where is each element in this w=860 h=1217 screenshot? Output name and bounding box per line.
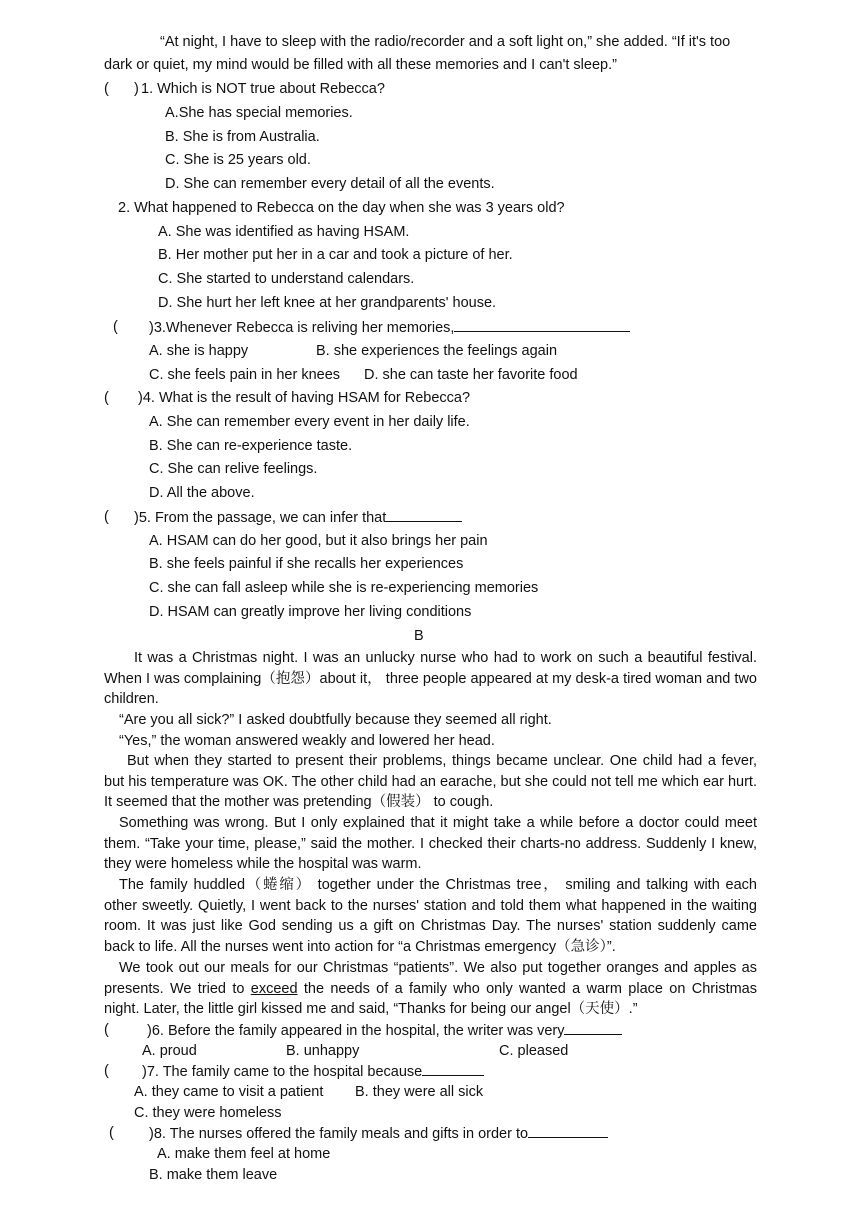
q8-paren-open: ( bbox=[109, 1125, 114, 1141]
q4-option-c: C. She can relive feelings. bbox=[149, 461, 318, 477]
q3-stem-line bbox=[149, 317, 630, 338]
q5-option-c: C. she can fall asleep while she is re-experiencing memories bbox=[149, 580, 539, 596]
q5-option-d: D. HSAM can greatly improve her living conditions bbox=[149, 604, 472, 620]
q7-answer-blank[interactable] bbox=[422, 1061, 484, 1076]
q5-stem-line bbox=[134, 507, 462, 528]
q4-stem: )4. What is the result of having HSAM for Rebecca? bbox=[138, 390, 471, 406]
passage-b-paragraph-6: The family huddled（蜷缩） together under the Christmas tree， smiling and talking with each other sweetly. Quietly, I went back to the nurses' station and told them what happened in the waiting room. It was just like God sending us a gift on Christmas Day. The nurses' station suddenly came back to life. All the nurses went into action for “a Christmas emergency（急诊）”. bbox=[104, 877, 757, 956]
q6-option-b: B. unhappy bbox=[286, 1043, 360, 1059]
passage-b-paragraph-2: “Are you all sick?” I asked doubtfully because they seemed all right. bbox=[119, 712, 552, 728]
passage-b-paragraph-5: Something was wrong. But I only explained that it might take a while before a doctor could meet them. “Take your time, please,” said the mother. I checked their charts-no address. Suddenly I knew, they were homeless while the hospital was warm. bbox=[104, 815, 757, 873]
q7-option-b: B. they were all sick bbox=[355, 1084, 484, 1100]
q5-option-b: B. she feels painful if she recalls her experiences bbox=[149, 556, 464, 572]
q7-stem-line bbox=[142, 1061, 484, 1082]
q6-paren-open: ( bbox=[104, 1022, 109, 1038]
q8-stem: )8. The nurses offered the family meals and gifts in order to bbox=[149, 1126, 529, 1142]
q3-stem: )3.Whenever Rebecca is reliving her memories, bbox=[149, 320, 455, 336]
q3-paren-open: ( bbox=[113, 319, 118, 335]
q3-answer-blank[interactable] bbox=[454, 317, 630, 332]
q3-option-b: B. she experiences the feelings again bbox=[316, 343, 558, 359]
q3-option-a: A. she is happy bbox=[149, 343, 249, 359]
q1-paren-close: ) bbox=[134, 81, 139, 97]
q2-option-b: B. Her mother put her in a car and took a picture of her. bbox=[158, 247, 513, 263]
passage-b-paragraph-3: “Yes,” the woman answered weakly and lowered her head. bbox=[119, 733, 495, 749]
q1-option-c: C. She is 25 years old. bbox=[165, 152, 311, 168]
q1-option-b: B. She is from Australia. bbox=[165, 129, 320, 145]
q8-stem-line bbox=[149, 1123, 608, 1144]
q5-answer-blank[interactable] bbox=[386, 507, 462, 522]
paragraph-7-text-before: We took out our meals for our Christmas “patients”. We also put together oranges and apples as presents. We tried to bbox=[104, 960, 757, 997]
q4-option-a: A. She can remember every event in her daily life. bbox=[149, 414, 470, 430]
q6-stem: )6. Before the family appeared in the hospital, the writer was very bbox=[147, 1023, 565, 1039]
q1-stem: 1. Which is NOT true about Rebecca? bbox=[141, 81, 385, 97]
q7-option-c: C. they were homeless bbox=[134, 1105, 282, 1121]
q3-option-d: D. she can taste her favorite food bbox=[364, 367, 578, 383]
section-b-heading: B bbox=[414, 628, 424, 644]
quote-line-2: dark or quiet, my mind would be filled with all these memories and I can't sleep.” bbox=[104, 57, 617, 73]
paragraph-7-text-after: the needs of a family who only wanted a warm place on Christmas night. Later, the little girl kissed me and said, “Thanks for being our angel（天使）.” bbox=[104, 980, 757, 1018]
q7-paren-open: ( bbox=[104, 1063, 109, 1079]
passage-b-paragraph-7 bbox=[104, 958, 757, 1020]
q1-option-d: D. She can remember every detail of all the events. bbox=[165, 176, 495, 192]
underlined-word-exceed: exceed bbox=[250, 980, 298, 997]
q4-option-b: B. She can re-experience taste. bbox=[149, 438, 353, 454]
passage-b-paragraph-1: It was a Christmas night. I was an unlucky nurse who had to work on such a beautiful festival. When I was complaining（抱怨）about it， three people appeared at my desk-a tired woman and two children. bbox=[104, 650, 757, 708]
q1-paren-open: ( bbox=[104, 81, 109, 97]
q5-stem: )5. From the passage, we can infer that bbox=[134, 510, 387, 526]
q4-paren-open: ( bbox=[104, 390, 109, 406]
q5-option-a: A. HSAM can do her good, but it also brings her pain bbox=[149, 533, 488, 549]
q4-option-d: D. All the above. bbox=[149, 485, 255, 501]
q2-option-d: D. She hurt her left knee at her grandparents' house. bbox=[158, 295, 497, 311]
q5-paren-open: ( bbox=[104, 509, 109, 525]
q8-option-b: B. make them leave bbox=[149, 1167, 278, 1183]
q2-option-c: C. She started to understand calendars. bbox=[158, 271, 415, 287]
q8-answer-blank[interactable] bbox=[528, 1123, 608, 1138]
q6-stem-line bbox=[147, 1020, 622, 1041]
q1-option-a: A.She has special memories. bbox=[165, 105, 353, 121]
q6-answer-blank[interactable] bbox=[564, 1020, 622, 1035]
q7-stem: )7. The family came to the hospital because bbox=[142, 1064, 423, 1080]
q8-option-a: A. make them feel at home bbox=[157, 1146, 331, 1162]
passage-b-paragraph-4: But when they started to present their problems, things became unclear. One child had a fever, but his temperature was OK. The other child had an earache, but she could not tell me which ear hurt. It seemed that the mother was pretending（假装） to cough. bbox=[104, 753, 757, 811]
quote-line-1: “At night, I have to sleep with the radio/recorder and a soft light on,” she added. “If it's too bbox=[160, 34, 731, 50]
q6-option-a: A. proud bbox=[142, 1043, 197, 1059]
q2-stem: 2. What happened to Rebecca on the day when she was 3 years old? bbox=[118, 200, 565, 216]
q2-option-a: A. She was identified as having HSAM. bbox=[158, 224, 410, 240]
q3-option-c: C. she feels pain in her knees bbox=[149, 367, 341, 383]
q6-option-c: C. pleased bbox=[499, 1043, 569, 1059]
q7-option-a: A. they came to visit a patient bbox=[134, 1084, 324, 1100]
